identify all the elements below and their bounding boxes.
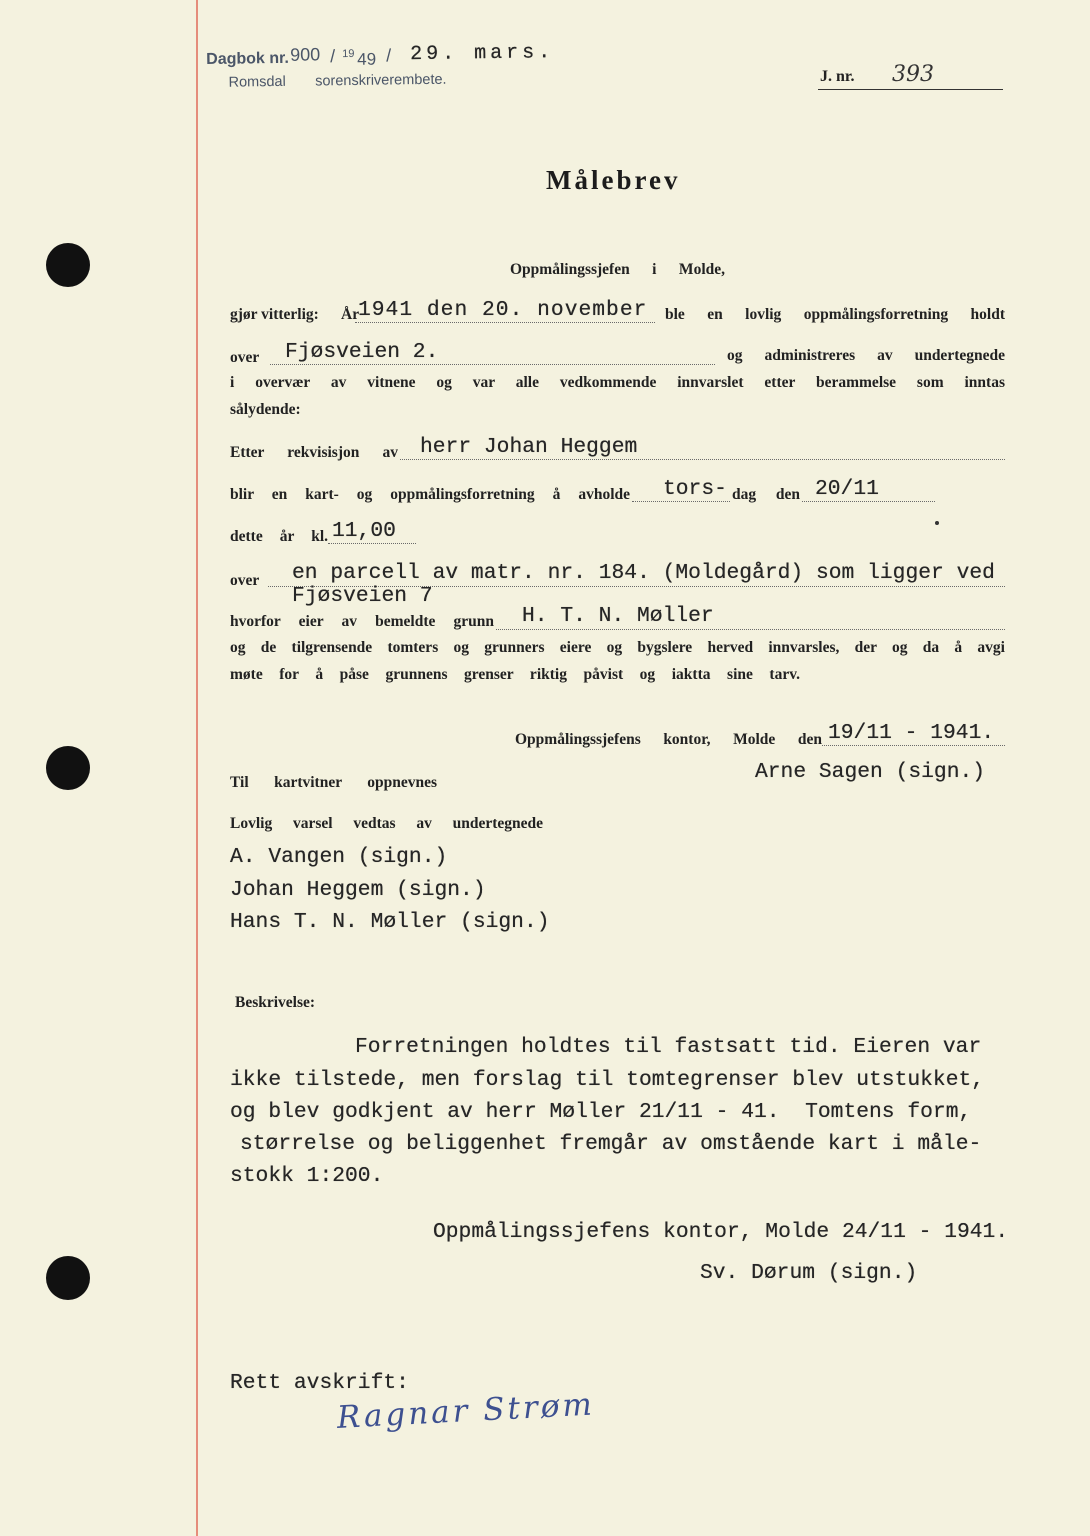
copy-signature: Ragnar Strøm [336, 1386, 596, 1436]
dotted-leader [802, 501, 935, 502]
office-date-value: 19/11 - 1941. [828, 721, 995, 745]
journal-label: J. nr. [820, 68, 855, 85]
stamp-separator: / [386, 45, 392, 66]
description-line: størrelse og beliggenhet fremgår av omstående kart i måle- [240, 1132, 982, 1156]
held-text: ble en lovlig oppmålingsforretning holdt [665, 306, 1005, 323]
issuer-header: Oppmålingssjefen i Molde, [510, 261, 725, 278]
notice-text: og de tilgrensende tomters og grunners eiere og bygslere herved innvarsles, der og da å avgi [230, 639, 1005, 656]
punch-hole [46, 243, 90, 287]
dotted-leader [632, 501, 730, 502]
accepted-label: Lovlig varsel vedtas av undertegnede [230, 815, 543, 832]
margin-rule [196, 0, 198, 1536]
journal-underline [818, 89, 1003, 90]
description-line: ikke tilstede, men forslag til tomtegrenser blev utstukket, [230, 1068, 985, 1092]
owner-label: hvorfor eier av bemeldte grunn [230, 613, 494, 630]
property-line: Fjøsveien 7 [292, 584, 433, 608]
description-office-date: Oppmålingssjefens kontor, Molde 24/11 - 1941. [433, 1220, 1009, 1244]
requisition-value: herr Johan Heggem [420, 435, 638, 459]
stamp-dagbok-label: Dagbok nr. [206, 49, 290, 68]
dotted-leader [355, 322, 655, 323]
punch-hole [46, 1256, 90, 1300]
dotted-leader [270, 364, 715, 365]
dotted-leader [822, 745, 1005, 746]
journal-number: 393 [892, 62, 934, 87]
description-line: stokk 1:200. [230, 1164, 384, 1188]
requisition-label: Etter rekvisisjon av [230, 444, 398, 461]
punch-hole [46, 746, 90, 790]
registry-stamp [206, 39, 587, 100]
witness-text: i overvær av vitnene og var alle vedkommende innvarslet etter berammelse som inntas [230, 374, 1005, 391]
dotted-leader [328, 543, 416, 544]
signatory: Hans T. N. Møller (sign.) [230, 910, 550, 934]
ink-speck [935, 521, 939, 525]
signatory: Johan Heggem (sign.) [230, 878, 486, 902]
stamp-office: Romsdal sorenskriverembete. [228, 71, 447, 91]
certify-label: gjør vitterlig: [230, 306, 319, 323]
description-line: og blev godkjent av herr Møller 21/11 - 41. Tomtens form, [230, 1100, 972, 1124]
stamp-year-prefix: 19 [342, 47, 355, 61]
stamp-separator: / [330, 46, 336, 67]
administered-text: og administreres av undertegnede [727, 347, 1005, 364]
dotted-leader [400, 459, 1005, 460]
property-line: en parcell av matr. nr. 184. (Moldegård) som ligger ved [292, 561, 995, 585]
owner-value: H. T. N. Møller [522, 604, 714, 628]
over-label: over [230, 349, 260, 366]
time-label: dette år kl. [230, 528, 328, 545]
day-label: dag den [732, 486, 800, 503]
stamp-date: 29. mars. [410, 41, 555, 67]
description-label: Beskrivelse: [235, 994, 316, 1011]
description-line: Forretningen holdtes til fastsatt tid. Eieren var [355, 1035, 982, 1059]
over-label: over [230, 572, 260, 589]
survey-date-value: 1941 den 20. november [358, 298, 648, 322]
description-signature: Sv. Dørum (sign.) [700, 1261, 918, 1285]
stamp-year-suffix: 49 [357, 49, 377, 69]
survey-text: blir en kart- og oppmålingsforretning å avholde [230, 486, 630, 503]
stamp-dagbok-number: 900 [290, 44, 321, 65]
document-title: Målebrev [546, 165, 681, 195]
chief-signature: Arne Sagen (sign.) [755, 760, 986, 784]
dotted-leader [496, 629, 1005, 630]
day-value: 20/11 [815, 477, 879, 501]
signatory: A. Vangen (sign.) [230, 845, 448, 869]
weekday-value: tors- [663, 477, 727, 501]
office-date-label: Oppmålingssjefens kontor, Molde den [515, 731, 822, 748]
witnesses-label: Til kartvitner oppnevnes [230, 774, 437, 791]
year-label: År [341, 306, 360, 323]
place-value: Fjøsveien 2. [285, 340, 439, 364]
copy-label: Rett avskrift: [230, 1371, 409, 1395]
time-value: 11,00 [332, 519, 396, 543]
as-follows-text: sålydende: [230, 401, 301, 418]
notice-text: møte for å påse grunnens grenser riktig påvist og iaktta sine tarv. [230, 666, 800, 683]
